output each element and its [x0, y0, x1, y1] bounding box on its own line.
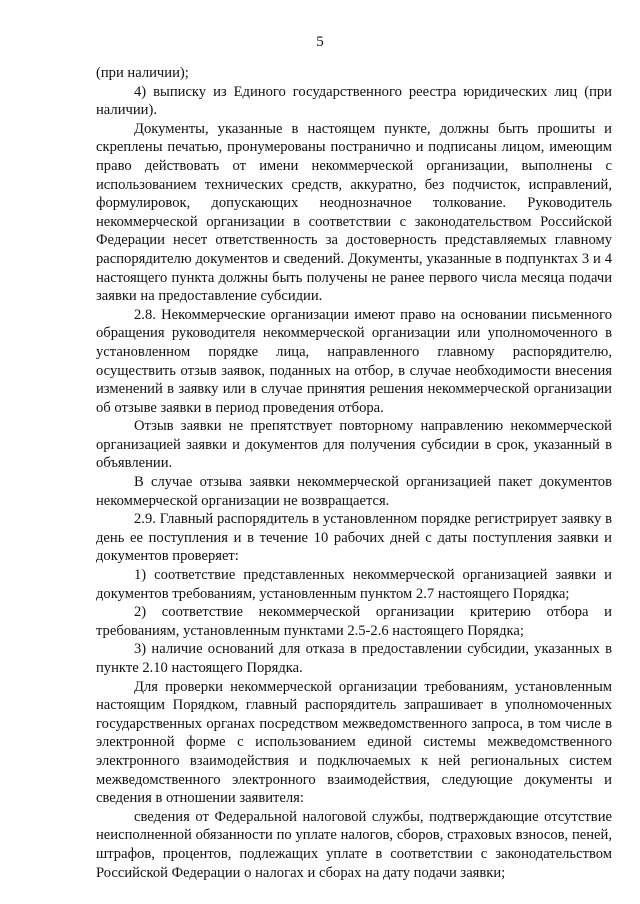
paragraph-tax-service-info: сведения от Федеральной налоговой службы, подтверждающие отсутствие неисполненной обязанности по уплате налогов, сборов, страховых взносов, пеней, штрафов, процентов, подлежащих уплате в соответствии с законодательством Российской Федерации о налогах и сборах на дату подачи заявки;	[96, 808, 612, 881]
paragraph-interagency-request: Для проверки некоммерческой организации требованиям, установленным настоящим Порядком, главный распорядитель запрашивает в уполномоченных государственных органах посредством межведомственного запроса, в том числе в электронной форме с использованием единой системы межведомственного электронного взаимодействия и подключаемых к ней региональных систем межведомственного электронного взаимодействия, следующие документы и сведения в отношении заявителя:	[96, 678, 612, 807]
paragraph-documents-requirements: Документы, указанные в настоящем пункте, должны быть прошиты и скреплены печатью, пронумерованы постранично и подписаны лицом, имеющим право действовать от имени некоммерческой организации, выполнены с использованием технических средств, аккуратно, без подчисток, исправлений, формулировок, допускающих неоднозначное толкование. Руководитель некоммерческой организации в соответствии с законодательством Российской Федерации несет ответственность за достоверность представляемых главному распорядителю документов и сведений. Документы, указанные в подпунктах 3 и 4 настоящего пункта должны быть получены не ранее первого числа месяца подачи заявки на предоставление субсидии.	[96, 120, 612, 305]
paragraph-item-4: 4) выписку из Единого государственного реестра юридических лиц (при наличии).	[96, 83, 612, 119]
paragraph-2-9: 2.9. Главный распорядитель в установленном порядке регистрирует заявку в день ее поступления и в течение 10 рабочих дней с даты поступления заявки и документов проверяет:	[96, 511, 612, 565]
paragraph-documents-not-returned: В случае отзыва заявки некоммерческой организацией пакет документов некоммерческой организации не возвращается.	[96, 474, 612, 509]
document-body	[96, 64, 612, 882]
paragraph-2-8: 2.8. Некоммерческие организации имеют право на основании письменного обращения руководителя некоммерческой организации или уполномоченного в установленном порядке лица, направленного главному распорядителю, осуществить отзыв заявок, поданных на отбор, в случае необходимости внесения изменений в заявку или в случае принятия решения некоммерческой организации об отзыве заявки в период проведения отбора.	[96, 306, 612, 416]
paragraph-continuation: (при наличии);	[96, 65, 189, 81]
list-item-1: 1) соответствие представленных некоммерческой организацией заявки и документов требованиям, установленным пунктом 2.7 настоящего Порядка;	[96, 567, 612, 602]
list-item-2: 2) соответствие некоммерческой организации критерию отбора и требованиям, установленным пунктами 2.5-2.6 настоящего Порядка;	[96, 604, 612, 639]
page-number: 5	[316, 34, 324, 50]
paragraph-withdrawal: Отзыв заявки не препятствует повторному направлению некоммерческой организацией заявки и документов для получения субсидии в срок, указанный в объявлении.	[96, 418, 612, 472]
list-item-3: 3) наличие оснований для отказа в предоставлении субсидии, указанных в пункте 2.10 настоящего Порядка.	[96, 641, 612, 676]
